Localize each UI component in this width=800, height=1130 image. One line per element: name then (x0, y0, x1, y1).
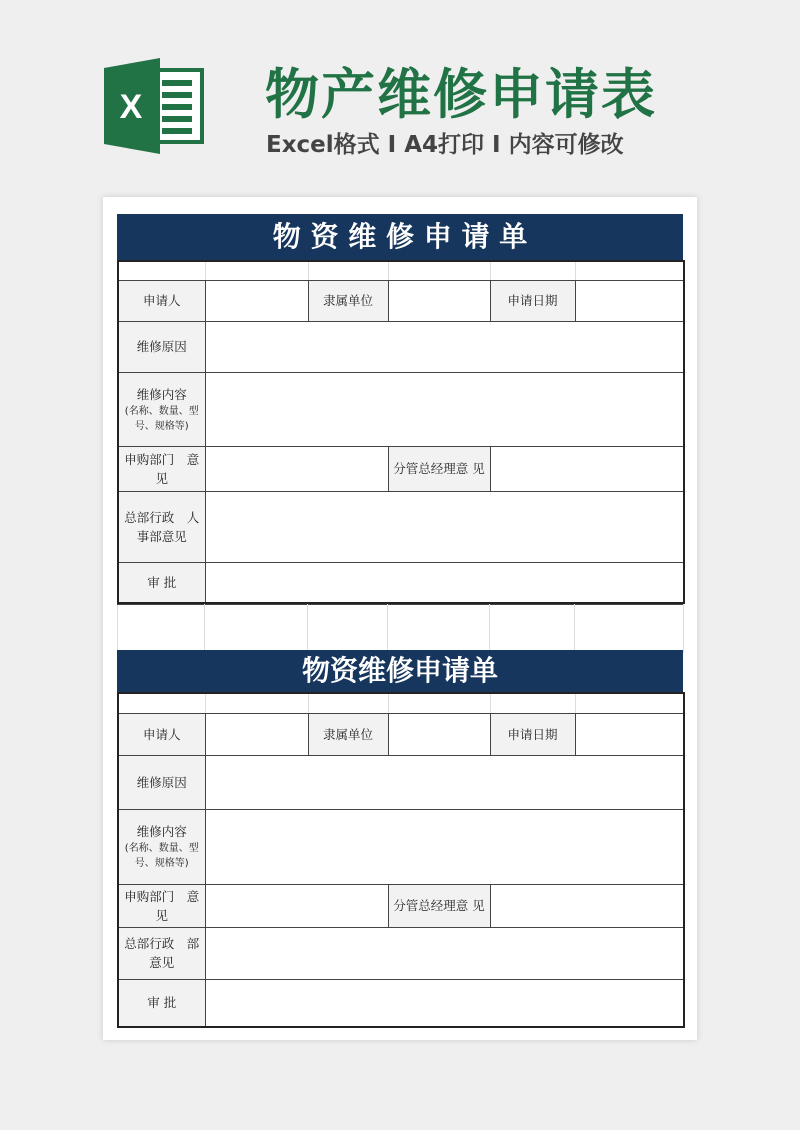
hq-field[interactable] (205, 927, 684, 979)
content-label: 维修内容 (136, 824, 187, 839)
date-field[interactable] (575, 280, 684, 321)
label-reason: 维修原因 (118, 755, 205, 809)
unit-field[interactable] (388, 280, 490, 321)
unit-field[interactable] (388, 713, 490, 755)
applicant-field[interactable] (205, 713, 308, 755)
content-label: 维修内容 (136, 386, 187, 402)
hq-field[interactable] (205, 491, 684, 562)
label-dept: 申购部门 意见 (118, 446, 205, 491)
excel-logo-icon (104, 58, 204, 154)
banner-title: 物产维修申请表 (265, 63, 657, 126)
label-gm: 分管总经理意 见 (388, 446, 490, 491)
form-1 (117, 214, 683, 653)
form-2 (117, 650, 683, 1028)
applicant-field[interactable] (205, 280, 308, 321)
label-reason: 维修原因 (118, 321, 205, 372)
form-table (117, 692, 685, 1028)
banner-subtitle: Excel格式 I A4打印 I 内容可修改 (266, 132, 624, 158)
reason-field[interactable] (205, 321, 684, 372)
form-table (117, 260, 685, 604)
label-date: 申请日期 (490, 713, 575, 755)
spacer-grid (117, 604, 684, 653)
approve-field[interactable] (205, 979, 684, 1027)
content-note: (名称、数量、型号、规格等) (124, 405, 199, 432)
label-content (118, 372, 205, 446)
form-title: 物资维修申请单 (117, 650, 683, 692)
dept-field[interactable] (205, 884, 388, 927)
svg-text:X: X (119, 88, 143, 126)
label-approve: 审 批 (118, 979, 205, 1027)
label-content (118, 809, 205, 884)
reason-field[interactable] (205, 755, 684, 809)
date-field[interactable] (575, 713, 684, 755)
label-applicant: 申请人 (118, 280, 205, 321)
gm-field[interactable] (490, 446, 684, 491)
gm-field[interactable] (490, 884, 684, 927)
label-dept: 申购部门 意见 (118, 884, 205, 927)
label-hq: 总部行政 部意见 (118, 927, 205, 979)
label-hq: 总部行政 人事部意见 (118, 491, 205, 562)
label-gm: 分管总经理意 见 (388, 884, 490, 927)
label-applicant: 申请人 (118, 713, 205, 755)
label-approve: 审 批 (118, 562, 205, 603)
content-field[interactable] (205, 372, 684, 446)
form-title: 物 资 维 修 申 请 单 (117, 214, 683, 260)
label-unit: 隶属单位 (308, 713, 388, 755)
content-field[interactable] (205, 809, 684, 884)
dept-field[interactable] (205, 446, 388, 491)
content-note: (名称、数量、型号、规格等) (124, 843, 199, 869)
label-unit: 隶属单位 (308, 280, 388, 321)
approve-field[interactable] (205, 562, 684, 603)
label-date: 申请日期 (490, 280, 575, 321)
